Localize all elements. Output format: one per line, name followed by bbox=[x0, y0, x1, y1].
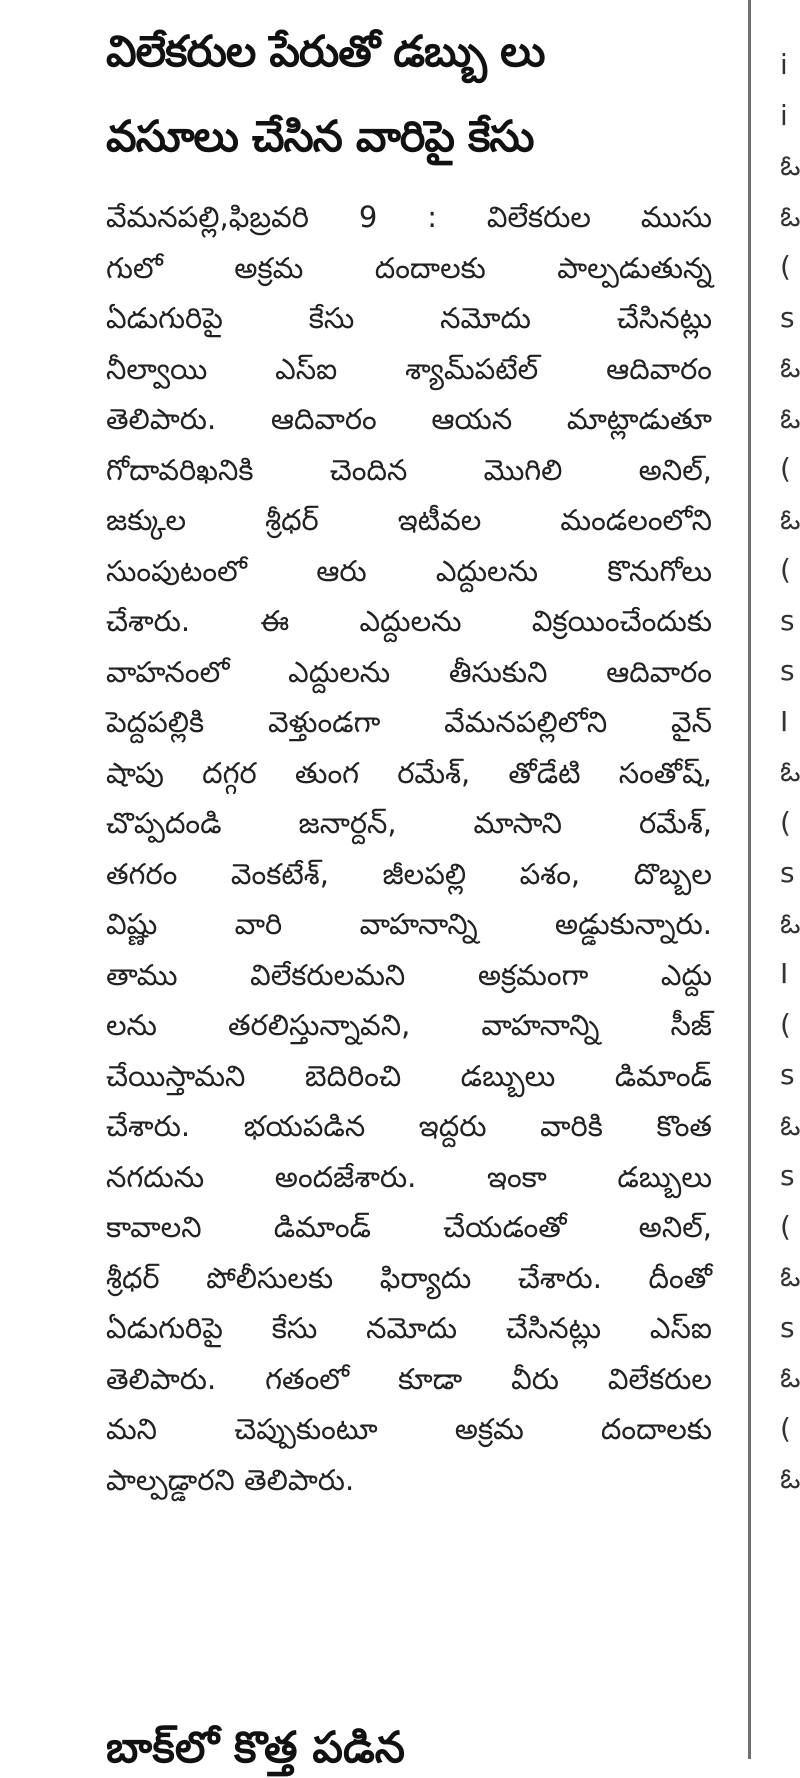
adjacent-column-fragment: ఓ bbox=[780, 402, 800, 435]
headline-line: వసూలు చేసిన వారిపై కేసు bbox=[106, 112, 534, 162]
article-headline bbox=[106, 10, 712, 192]
next-article-headline: బాక్‌లో కొత్త పడిన bbox=[106, 1723, 405, 1773]
adjacent-column-fragment: ఓ bbox=[780, 351, 800, 384]
adjacent-column-fragment: s bbox=[780, 301, 795, 334]
adjacent-column bbox=[780, 0, 800, 1759]
body-line: పాల్పడ్డారని తెలిపారు. bbox=[106, 1462, 355, 1497]
adjacent-column-fragment: ఓ bbox=[780, 1260, 800, 1293]
body-line: సుంపుటంలో ఆరు ఎద్దులను కొనుగోలు bbox=[106, 553, 712, 588]
body-line: జక్కుల శ్రీధర్ ఇటీవల మండలంలోని bbox=[106, 503, 712, 537]
body-line: మని చెప్పుకుంటూ అక్రమ దందాలకు bbox=[106, 1412, 712, 1446]
body-line: చేయిస్తామని బెదిరించి డబ్బులు డిమాండ్ bbox=[106, 1058, 712, 1093]
adjacent-column-fragment: ( bbox=[780, 806, 791, 839]
column-divider bbox=[748, 0, 751, 1759]
adjacent-column-fragment: ( bbox=[780, 250, 791, 283]
adjacent-column-fragment: s bbox=[780, 1159, 795, 1192]
adjacent-column-fragment: i bbox=[780, 48, 788, 81]
body-line: షాపు దగ్గర తుంగ రమేశ్, తోడేటి సంతోష్, bbox=[106, 755, 712, 790]
body-line: తెలిపారు. గతంలో కూడా వీరు విలేకరుల bbox=[106, 1361, 712, 1396]
adjacent-column-fragment: ( bbox=[780, 1210, 791, 1243]
body-line: పెద్దపల్లికి వెళ్తుండగా వేమనపల్లిలోని వైన్ bbox=[106, 705, 712, 739]
adjacent-column-fragment: ఓ bbox=[780, 1109, 800, 1142]
body-line: శ్రీధర్ పోలీసులకు ఫిర్యాదు చేశారు. దీంతో bbox=[106, 1260, 712, 1295]
body-line: నగదును అందజేశారు. ఇంకా డబ్బులు bbox=[106, 1159, 712, 1194]
body-line: ఏడుగురిపై కేసు నమోదు చేసినట్లు ఎస్‌ఐ bbox=[106, 1311, 712, 1345]
adjacent-column-fragment: ఓ bbox=[780, 907, 800, 940]
adjacent-column-fragment: i bbox=[780, 99, 788, 132]
body-line: చేశారు. ఈ ఎద్దులను విక్రయించేందుకు bbox=[106, 604, 712, 638]
adjacent-column-fragment: ఓ bbox=[780, 149, 800, 182]
adjacent-column-fragment: s bbox=[780, 654, 795, 687]
body-line: తెలిపారు. ఆదివారం ఆయన మాట్లాడుతూ bbox=[106, 402, 712, 436]
body-line: నీల్వాయి ఎస్‌ఐ శ్యామ్‌పటేల్ ఆదివారం bbox=[106, 351, 712, 386]
adjacent-column-fragment: s bbox=[780, 1058, 795, 1091]
adjacent-column-fragment: ఓ bbox=[780, 1361, 800, 1394]
adjacent-column-fragment: ఓ bbox=[780, 1462, 800, 1495]
adjacent-column-fragment: s bbox=[780, 604, 795, 637]
body-line: తాము విలేకరులమని అక్రమంగా ఎద్దు bbox=[106, 957, 712, 992]
body-line: తగరం వెంకటేశ్, జీలపల్లి పశం, దొబ్బల bbox=[106, 856, 712, 891]
adjacent-column-fragment: s bbox=[780, 856, 795, 889]
body-line: చేశారు. భయపడిన ఇద్దరు వారికి కొంత bbox=[106, 1109, 712, 1143]
adjacent-column-fragment: ఓ bbox=[780, 503, 800, 536]
adjacent-column-fragment: ఓ bbox=[780, 755, 800, 788]
body-line: చొప్పదండి జనార్దన్, మాసాని రమేశ్, bbox=[106, 806, 712, 840]
adjacent-column-fragment: ( bbox=[780, 1008, 791, 1041]
adjacent-column-fragment: s bbox=[780, 1311, 795, 1344]
body-line: లను తరలిస్తున్నావని, వాహనాన్ని సీజ్ bbox=[106, 1008, 712, 1042]
adjacent-column-fragment: ఓ bbox=[780, 200, 800, 233]
adjacent-column-fragment: ( bbox=[780, 1412, 791, 1445]
body-line: విష్ణు వారి వాహనాన్ని అడ్డుకున్నారు. bbox=[106, 907, 712, 941]
adjacent-column-fragment: I bbox=[780, 705, 789, 738]
headline-line: విలేకరుల పేరుతో డబ్బు లు bbox=[106, 27, 545, 77]
adjacent-column-fragment: ( bbox=[780, 452, 791, 485]
article-body bbox=[106, 192, 712, 1505]
adjacent-column-fragment: ( bbox=[780, 553, 791, 586]
body-line: గులో అక్రమ దందాలకు పాల్పడుతున్న bbox=[106, 250, 712, 285]
body-line: వాహనంలో ఎద్దులను తీసుకుని ఆదివారం bbox=[106, 654, 712, 689]
adjacent-column-fragment: I bbox=[780, 957, 789, 990]
body-line: ఏడుగురిపై కేసు నమోదు చేసినట్లు bbox=[106, 301, 712, 335]
body-line: కావాలని డిమాండ్ చేయడంతో అనిల్, bbox=[106, 1210, 712, 1244]
body-line: వేమనపల్లి,ఫిబ్రవరి 9 : విలేకరుల ముసు bbox=[106, 200, 712, 234]
body-line: గోదావరిఖనికి చెందిన మొగిలి అనిల్, bbox=[106, 452, 712, 487]
